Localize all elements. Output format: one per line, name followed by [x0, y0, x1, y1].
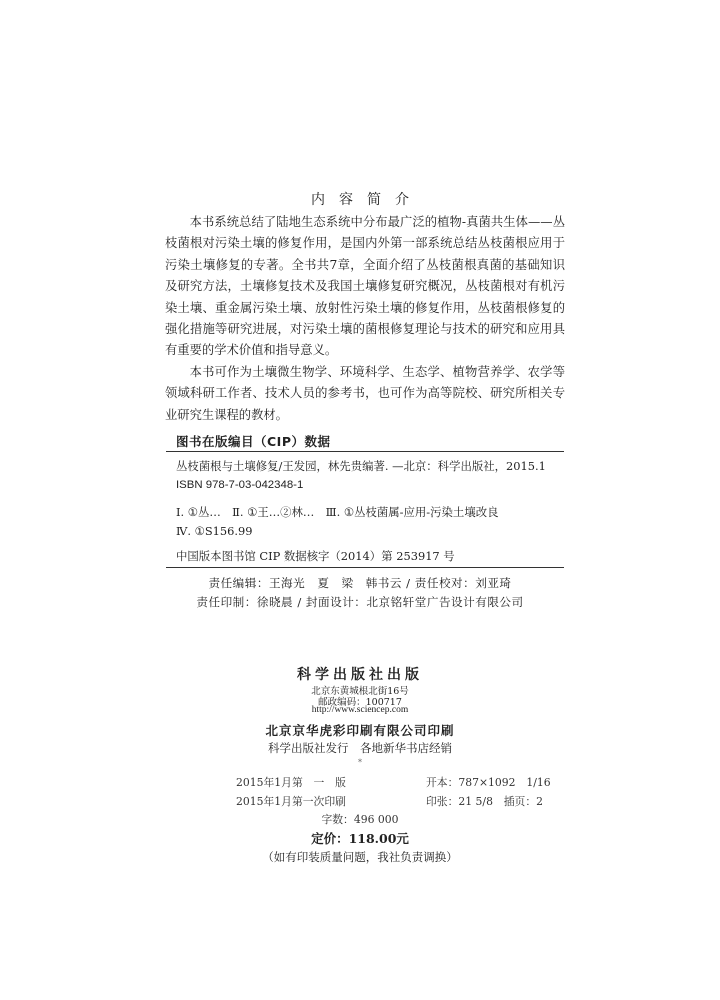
production-line: 责任印制：徐晓晨 / 封面设计：北京铭轩堂广告设计有限公司 — [196, 595, 524, 609]
edition-info: 2015年1月第 一 版 — [236, 776, 346, 789]
intro-body — [165, 212, 565, 426]
word-count: 字数：496 000 — [321, 813, 399, 826]
intro-paragraph: 本书系统总结了陆地生态系统中分布最广泛的植物-真菌共生体——丛枝菌根对污染土壤的修复作用，是国内外第一部系统总结丛枝菌根应用于污染土壤修复的专著。全书共7章，全面介绍了丛枝菌根真菌的基础知识及研究方法，土壤修复技术及我国土壤修复研究概况，丛枝菌根对有机污染土壤、重金属污染土壤、放射性污染土壤的修复作用，丛枝菌根修复的强化措施等研究进展，对污染土壤的菌根修复理论与技术的研究和应用具有重要的学术价值和指导意义。 — [165, 215, 565, 358]
cip-isbn: ISBN 978-7-03-042348-1 — [176, 479, 304, 491]
publisher-zip: 邮政编码：100717 — [318, 697, 402, 708]
publisher-address: 北京东黄城根北街16号 — [311, 686, 409, 697]
distribution-line: 科学出版社发行 各地新华书店经销 — [268, 741, 452, 755]
intro-paragraph: 本书可作为土壤微生物学、环境科学、生态学、植物营养学、农学等领域科研工作者、技术人员的参考书，也可作为高等院校、研究所相关专业研究生课程的教材。 — [165, 364, 565, 422]
cip-title: 图书在版编目（CIP）数据 — [176, 434, 331, 449]
format-info: 开本：787×1092 1/16 — [426, 776, 551, 789]
sheets-info: 印张：21 5/8 插页：2 — [426, 795, 543, 808]
cip-bibliographic-line: 丛枝菌根与土壤修复/王发园，林先贵编著. —北京：科学出版社，2015.1 — [176, 459, 546, 473]
printing-info: 2015年1月第一次印刷 — [236, 795, 346, 808]
intro-title: 内容简介 — [311, 192, 423, 208]
cip-record-number: 中国版本图书馆 CIP 数据核字（2014）第 253917 号 — [176, 549, 455, 563]
cip-classification: Ⅳ. ①S156.99 — [176, 524, 253, 538]
printer-name: 北京京华虎彩印刷有限公司印刷 — [265, 723, 455, 738]
publisher-url: http://www.sciencep.com — [311, 705, 409, 715]
publisher-name: 科学出版社出版 — [297, 667, 423, 683]
cip-subject-line: Ⅰ. ①丛… Ⅱ. ①王…②林… Ⅲ. ①丛枝菌属-应用-污染土壤改良 — [176, 505, 499, 519]
quality-note: （如有印装质量问题，我社负责调换） — [262, 850, 458, 864]
cip-data-box — [166, 451, 564, 568]
price: 定价：118.00元 — [311, 831, 409, 846]
editors-line: 责任编辑：王海光 夏 梁 韩书云 / 责任校对：刘亚琦 — [208, 576, 512, 590]
separator-asterisk: * — [358, 758, 362, 767]
